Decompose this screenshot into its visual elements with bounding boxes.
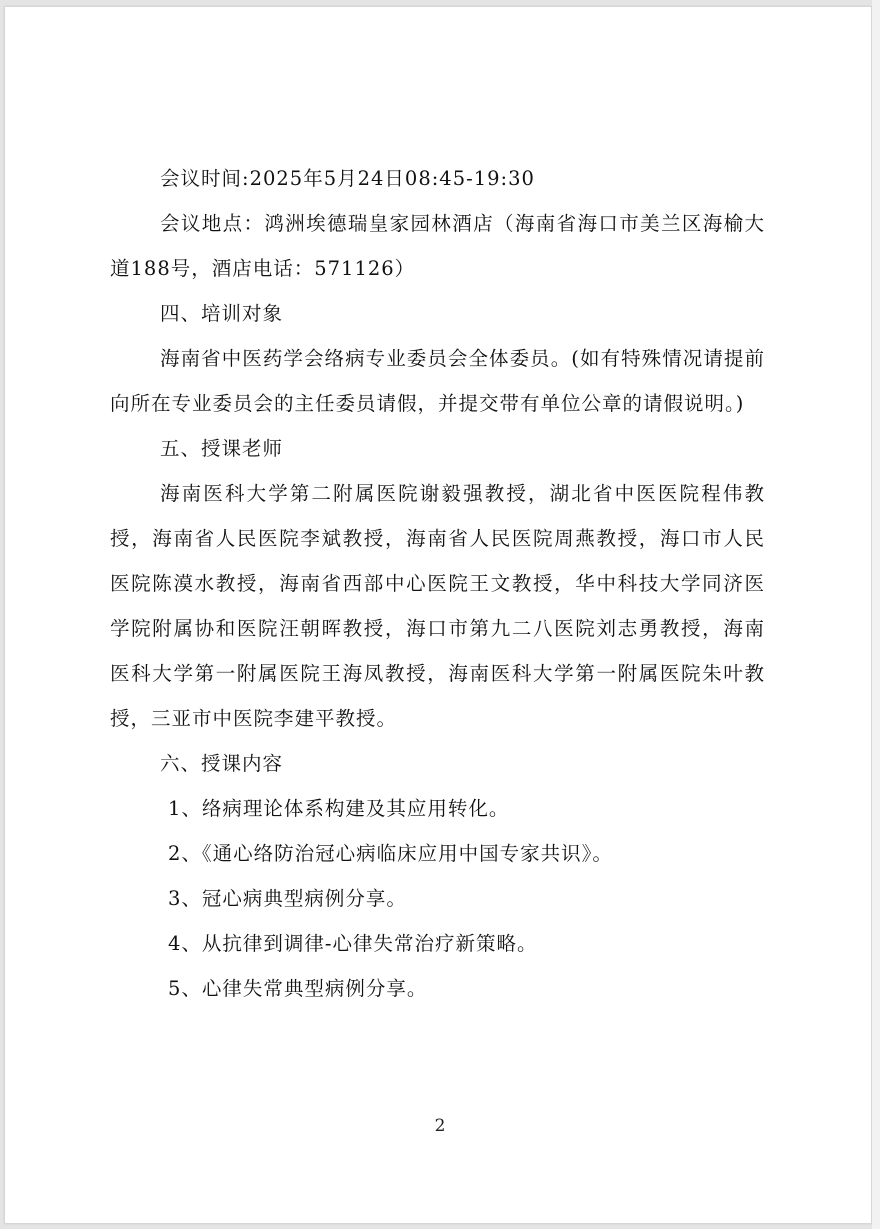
content-item: 5、心律失常典型病例分享。 [168,977,428,1000]
content-item: 4、从抗律到调律-心律失常治疗新策略。 [168,932,538,955]
viewer-edge [872,0,880,1229]
meeting-location: 会议地点：鸿洲埃德瑞皇家园林酒店（海南省海口市美兰区海榆大道188号，酒店电话：571126） [110,212,765,280]
content-item: 2、《通心络防治冠心病临床应用中国专家共识》。 [168,842,613,865]
section-body-trainees: 海南省中医药学会络病专业委员会全体委员。(如有特殊情况请提前向所在专业委员会的主任委员请假，并提交带有单位公章的请假说明。) [110,347,765,415]
page-number: 2 [434,1116,446,1136]
section-heading-trainees: 四、培训对象 [160,302,284,325]
section-heading-content: 六、授课内容 [160,752,284,775]
section-body-lecturers: 海南医科大学第二附属医院谢毅强教授，湖北省中医医院程伟教授，海南省人民医院李斌教授，海南省人民医院周燕教授，海口市人民医院陈漠水教授，海南省西部中心医院王文教授，华中科技大学同济医学院附属协和医院汪朝晖教授，海口市第九二八医院刘志勇教授，海南医科大学第一附属医院王海凤教授，海南医科大学第一附属医院朱叶教授，三亚市中医院李建平教授。 [110,482,765,730]
content-item: 3、冠心病典型病例分享。 [168,887,407,910]
content-item: 1、络病理论体系构建及其应用转化。 [168,797,510,820]
meeting-time: 会议时间:2025年5月24日08:45-19:30 [160,167,535,190]
section-heading-lecturers: 五、授课老师 [160,437,284,460]
document-body [110,156,765,1011]
